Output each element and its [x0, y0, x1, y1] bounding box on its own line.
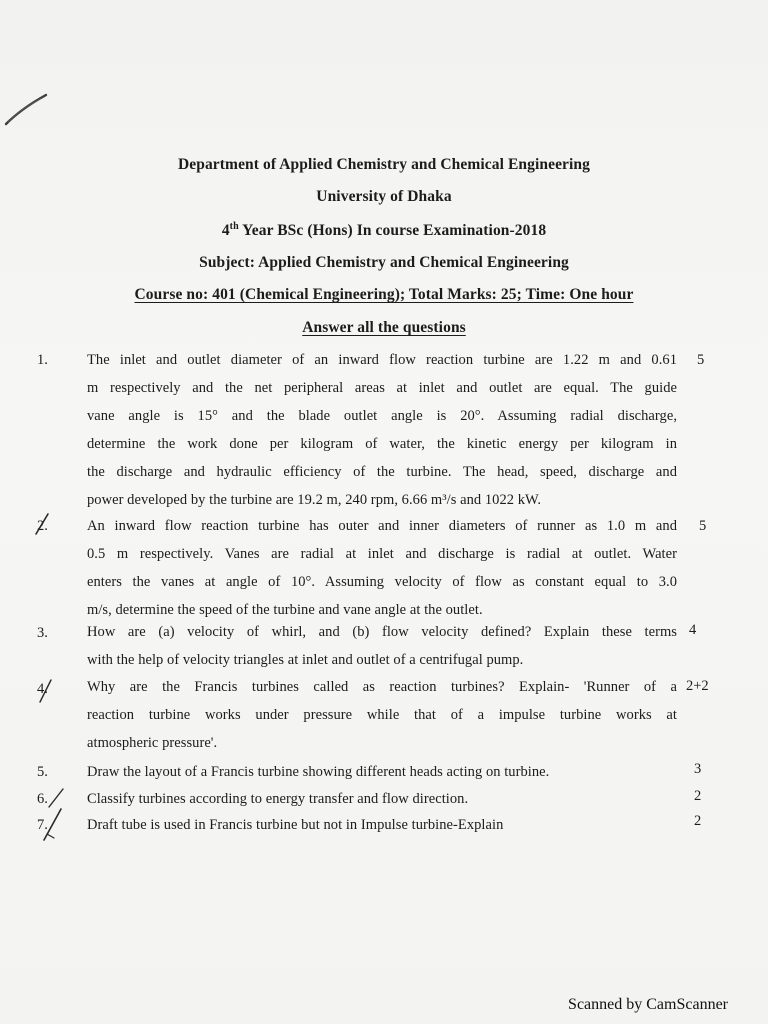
question-line: with the help of velocity triangles at inlet and outlet of a centrifugal pump. [87, 652, 524, 668]
question-marks: 5 [697, 352, 705, 368]
question-marks: 2 [694, 788, 702, 804]
exam-prefix: 4 [221, 222, 230, 240]
question-marks: 2 [694, 813, 702, 829]
question-line: Classify turbines according to energy transfer and flow direction. [87, 791, 469, 807]
question-line: determine the work done per kilogram of water, the kinetic energy per kilogram in [87, 436, 677, 452]
question-text [87, 811, 677, 839]
subject-line: Subject: Applied Chemistry and Chemical Engineering [199, 254, 569, 271]
question-line: How are (a) velocity of whirl, and (b) flow velocity defined? Explain these terms [87, 624, 677, 640]
question-number: 1. [37, 352, 48, 368]
handwritten-check-mark [38, 676, 54, 704]
exam-superscript: th [229, 221, 239, 232]
question-line: enters the vanes at angle of 10°. Assuming velocity of flow as constant equal to 3.0 [87, 574, 677, 590]
question-number: 7. [37, 817, 48, 833]
instruction-heading: Answer all the questions [302, 319, 466, 336]
question-text [87, 758, 677, 786]
university-name: University of Dhaka [316, 188, 452, 205]
question-marks: 2+2 [686, 678, 709, 694]
question-line: Draw the layout of a Francis turbine showing different heads acting on turbine. [87, 764, 550, 780]
question-text [87, 618, 677, 674]
question-line: Why are the Francis turbines called as reaction turbines? Explain- 'Runner of a [87, 679, 677, 695]
question-marks: 5 [699, 518, 707, 534]
handwritten-check-mark [34, 512, 50, 536]
question-line: 0.5 m respectively. Vanes are radial at inlet and discharge is radial at outlet. Water [87, 546, 677, 562]
question-marks: 3 [694, 761, 702, 777]
question-line: The inlet and outlet diameter of an inward flow reaction turbine are 1.22 m and 0.61 [87, 352, 677, 368]
question-line: atmospheric pressure'. [87, 735, 218, 751]
question-text [87, 512, 677, 624]
department-title: Department of Applied Chemistry and Chemical Engineering [177, 156, 591, 173]
question-number: 2. [37, 518, 48, 534]
handwritten-check-mark [42, 806, 64, 842]
pen-stroke-mark [4, 92, 50, 126]
question-line: power developed by the turbine are 19.2 m, 240 rpm, 6.66 m³/s and 1022 kW. [87, 492, 542, 508]
question-line: the discharge and hydraulic efficiency of the turbine. The head, speed, discharge and [87, 464, 677, 480]
question-number: 3. [37, 625, 48, 641]
course-info: Course no: 401 (Chemical Engineering); Total Marks: 25; Time: One hour [134, 286, 634, 303]
question-number: 4. [37, 681, 48, 697]
question-number: 6. [37, 791, 48, 807]
question-line: m/s, determine the speed of the turbine and vane angle at the outlet. [87, 602, 483, 618]
exam-title [0, 221, 768, 240]
question-marks: 4 [689, 622, 697, 638]
question-line: m respectively and the net peripheral areas at inlet and outlet are equal. The guide [87, 380, 677, 396]
question-line: Draft tube is used in Francis turbine but not in Impulse turbine-Explain [87, 817, 504, 833]
question-line: vane angle is 15° and the blade outlet angle is 20°. Assuming radial discharge, [87, 408, 677, 424]
question-text [87, 785, 677, 813]
scanner-watermark: Scanned by CamScanner [568, 996, 728, 1013]
exam-rest: Year BSc (Hons) In course Examination-2018 [238, 222, 547, 240]
question-number: 5. [37, 764, 48, 780]
question-line: An inward flow reaction turbine has outer and inner diameters of runner as 1.0 m and [87, 518, 677, 534]
question-line: reaction turbine works under pressure while that of a impulse turbine works at [87, 707, 677, 723]
question-text [87, 673, 677, 757]
question-text [87, 346, 677, 514]
